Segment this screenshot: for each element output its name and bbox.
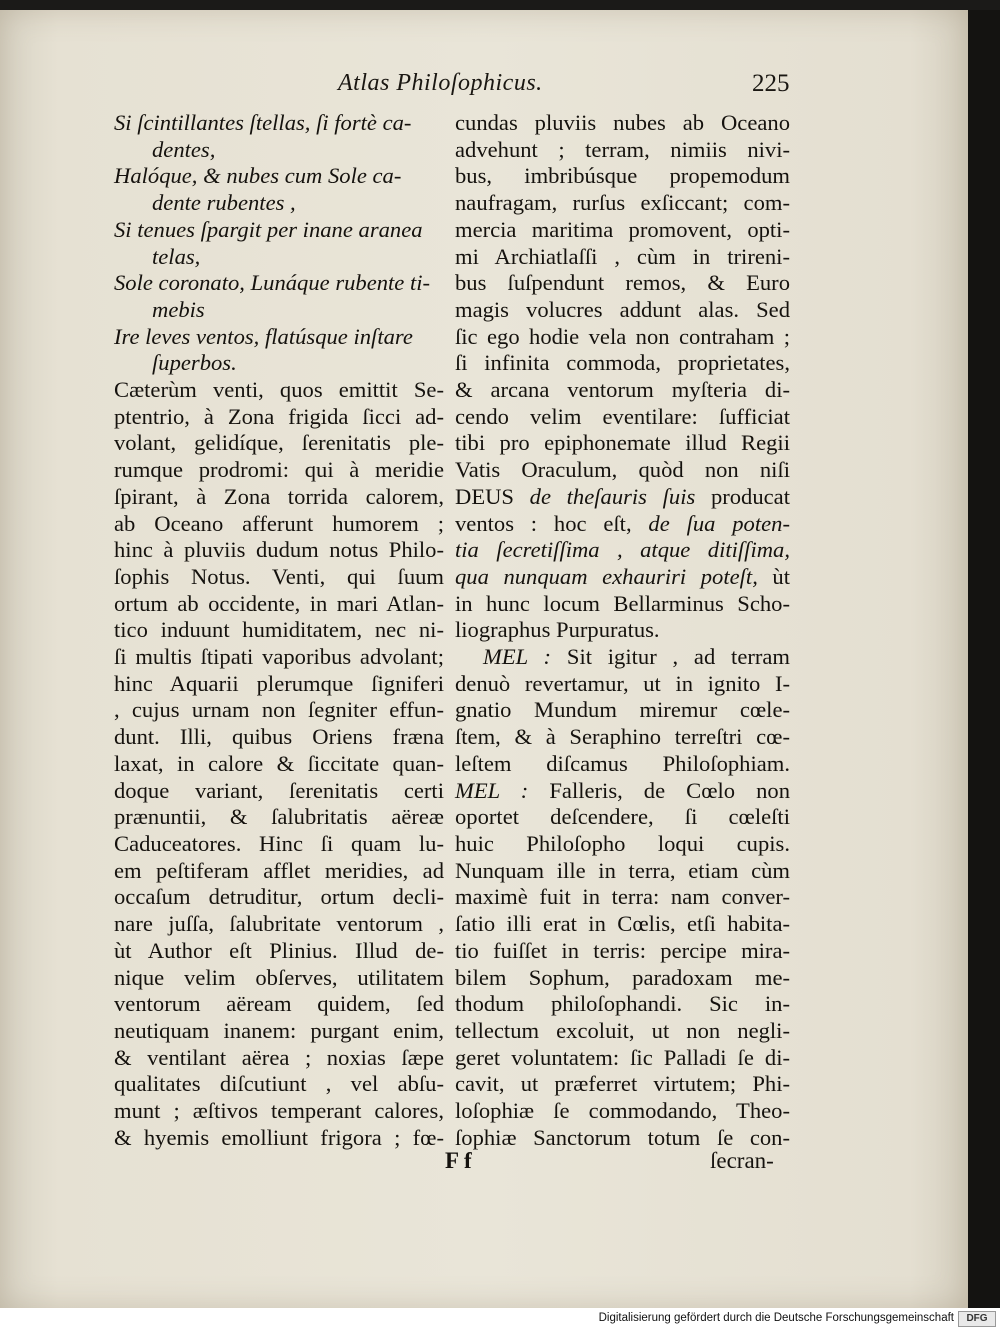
prose-paragraph xyxy=(114,377,444,1151)
text-roman: DEUS xyxy=(455,483,514,509)
text-line: leſtem diſcamus Philoſophiam. xyxy=(455,750,790,776)
text-line: bus, imbribúsque propemodum xyxy=(455,163,790,189)
verse-line: Ire leves ventos, flatúsque inſtare xyxy=(114,323,413,349)
catchword: ſecran- xyxy=(710,1148,774,1173)
text-line: volant, gelidíque, ſerenitatis ple- xyxy=(114,430,444,456)
text-line: mi Archiatlaſſi , cùm in trireni- xyxy=(455,243,790,269)
verse-line: mebis xyxy=(152,296,205,322)
text-line: cendo velim eventilare: ſufficiat xyxy=(455,403,790,429)
verse-line: Si ſcintillantes ſtellas, ſi fortè ca- xyxy=(114,110,412,135)
text-line: ſi infinita commoda, proprietates, xyxy=(455,350,790,376)
text-line: in hunc locum Bellarminus Scho- xyxy=(455,590,790,616)
speaker-label: MEL : xyxy=(455,777,529,803)
text-line: tellectum excoluit, ut non negli- xyxy=(455,1017,790,1043)
verse-line: Halóque, & nubes cum Sole ca- xyxy=(114,163,402,189)
text-line: mercia maritima promovent, opti- xyxy=(455,216,790,242)
text-line: oportet deſcendere, ſi cœleſti xyxy=(455,804,790,830)
text-line: tio fuiſſet in terris: percipe mira- xyxy=(455,937,790,963)
text-roman: ventos : hoc eſt, xyxy=(455,510,632,536)
verse-line: dente rubentes , xyxy=(152,190,296,216)
verse-line: telas, xyxy=(152,243,201,269)
text-line: hinc à pluviis dudum notus Philo- xyxy=(114,537,444,563)
text-line: Cæterùm venti, quos emittit Se- xyxy=(114,377,444,403)
text-line-mixed xyxy=(455,511,790,538)
text-line: bilem Sophum, paradoxam me- xyxy=(455,964,790,990)
text-italic: qua nunquam exhauriri poteſt, xyxy=(455,563,758,589)
text-roman: Sit igitur , ad terram xyxy=(566,644,790,670)
text-line: ſi multis ſtipati vaporibus advolant; xyxy=(114,644,444,670)
text-line: prænuntii, & ſalubritatis aëreæ xyxy=(114,804,444,830)
text-line: ſatio illi erat in Cœlis, etſi habita- xyxy=(455,911,790,937)
text-line: magis volucres addunt alas. Sed xyxy=(455,296,790,322)
signature-mark: F f xyxy=(445,1148,472,1173)
speaker-label: MEL : xyxy=(483,644,552,670)
text-line: naufragam, rurſus exſiccant; com- xyxy=(455,190,790,216)
text-line: ùt Author eſt Plinius. Illud de- xyxy=(114,937,444,963)
text-line: advehunt ; terram, nimiis nivi- xyxy=(455,136,790,162)
text-line: em peſtiferam afflet meridies, ad xyxy=(114,857,444,883)
text-line-mixed xyxy=(455,644,790,671)
text-line: occaſum detruditur, ortum decli- xyxy=(114,884,444,910)
text-line: & arcana ventorum myſteria di- xyxy=(455,377,790,403)
text-line: nique velim obſerves, utilitatem xyxy=(114,964,444,990)
text-line: & hyemis emolliunt frigora ; fœ- xyxy=(114,1124,444,1150)
text-line: thodum philoſophandi. Sic in- xyxy=(455,991,790,1017)
text-line: cundas pluviis nubes ab Oceano xyxy=(455,110,790,135)
text-line-mixed xyxy=(455,564,790,591)
text-line: neutiquam inanem: purgant enim, xyxy=(114,1017,444,1043)
verse-block xyxy=(114,110,444,377)
text-line: Caduceatores. Hinc ſi quam lu- xyxy=(114,830,444,856)
text-line: laxat, in calore & ſiccitate quan- xyxy=(114,750,444,776)
text-line: ſophis Notus. Venti, qui ſuum xyxy=(114,563,444,589)
text-line: maximè fuit in terra: nam conver- xyxy=(455,884,790,910)
text-line: qualitates diſcutiunt , vel abſu- xyxy=(114,1071,444,1097)
text-line: nare juſſa, ſalubritate ventorum , xyxy=(114,911,444,937)
verse-line: dentes, xyxy=(152,136,216,162)
text-line: loſophiæ ſe commodando, Theo- xyxy=(455,1098,790,1124)
text-line: gnatio Mundum miremur cœle- xyxy=(455,697,790,723)
text-line: Vatis Oraculum, quòd non niſi xyxy=(455,457,790,483)
dialogue-speech xyxy=(455,778,790,1152)
verse-line: ſuperbos. xyxy=(152,350,237,376)
text-line: liographus Purpuratus. xyxy=(455,617,660,643)
prose-paragraph xyxy=(455,110,790,644)
text-line: ptentrio, à Zona frigida ſicci ad- xyxy=(114,403,444,429)
text-roman: Falleris, de Cœlo non xyxy=(549,777,791,803)
verse-line: Si tenues ſpargit per inane aranea xyxy=(114,216,423,242)
text-line: ſophiæ Sanctorum totum ſe con- xyxy=(455,1124,790,1150)
text-line: munt ; æſtivos temperant calores, xyxy=(114,1098,444,1124)
text-line: Nunquam ille in terra, etiam cùm xyxy=(455,857,790,883)
footer-bar xyxy=(0,1308,1000,1331)
text-line: & ventilant aërea ; noxias ſæpe xyxy=(114,1044,444,1070)
scan-edge xyxy=(968,10,1000,1308)
dialogue-speech xyxy=(455,644,790,778)
text-italic: de ſua poten- xyxy=(648,510,790,536)
text-line: , cujus urnam non ſegniter effun- xyxy=(114,697,444,723)
text-line-mixed xyxy=(455,778,790,805)
text-line: cavit, ut præferret virtutem; Phi- xyxy=(455,1071,790,1097)
text-line: ſic ego hodie vela non contraham ; xyxy=(455,323,790,349)
text-line: tibi pro epiphonemate illud Regii xyxy=(455,430,790,456)
verse-line: Sole coronato, Lunáque rubente ti- xyxy=(114,270,431,296)
text-line: bus ſuſpendunt remos, & Euro xyxy=(455,270,790,296)
funding-notice: Digitalisierung gefördert durch die Deutsche Forschungsgemeinschaft xyxy=(598,1312,954,1324)
left-column xyxy=(114,110,444,1151)
text-line: doque variant, ſerenitatis certi xyxy=(114,777,444,803)
text-roman: ùt xyxy=(772,563,790,589)
text-line: tico induunt humiditatem, nec ni- xyxy=(114,617,444,643)
text-line: rumque prodromi: qui à meridie xyxy=(114,457,444,483)
text-line: dunt. Illi, quibus Oriens fræna xyxy=(114,724,444,750)
text-line-italic: tia ſecretiſſima , atque ditiſſima, xyxy=(455,537,790,563)
right-column xyxy=(455,110,790,1151)
text-line: denuò revertamur, ut in ignito I- xyxy=(455,670,790,696)
text-line: geret voluntatem: ſic Palladi ſe di- xyxy=(455,1044,790,1070)
page-number: 225 xyxy=(752,70,790,97)
text-line: hinc Aquarii plerumque ſigniferi xyxy=(114,670,444,696)
text-line: ſpirant, à Zona torrida calorem, xyxy=(114,483,444,509)
running-title: Atlas Philoſophicus. xyxy=(338,70,543,96)
text-line: ventorum aëream quidem, ſed xyxy=(114,991,444,1017)
text-line: ſtem, & à Seraphino terreſtri cœ- xyxy=(455,724,790,750)
text-line: huic Philoſopho loqui cupis. xyxy=(455,830,790,856)
text-line-mixed xyxy=(455,484,790,511)
text-line: ortum ab occidente, in mari Atlan- xyxy=(114,590,444,616)
text-italic: de theſauris ſuis xyxy=(529,483,696,509)
text-roman: producat xyxy=(710,483,790,509)
text-line: ab Oceano afferunt humorem ; xyxy=(114,510,444,536)
dfg-logo: DFG xyxy=(958,1311,996,1327)
